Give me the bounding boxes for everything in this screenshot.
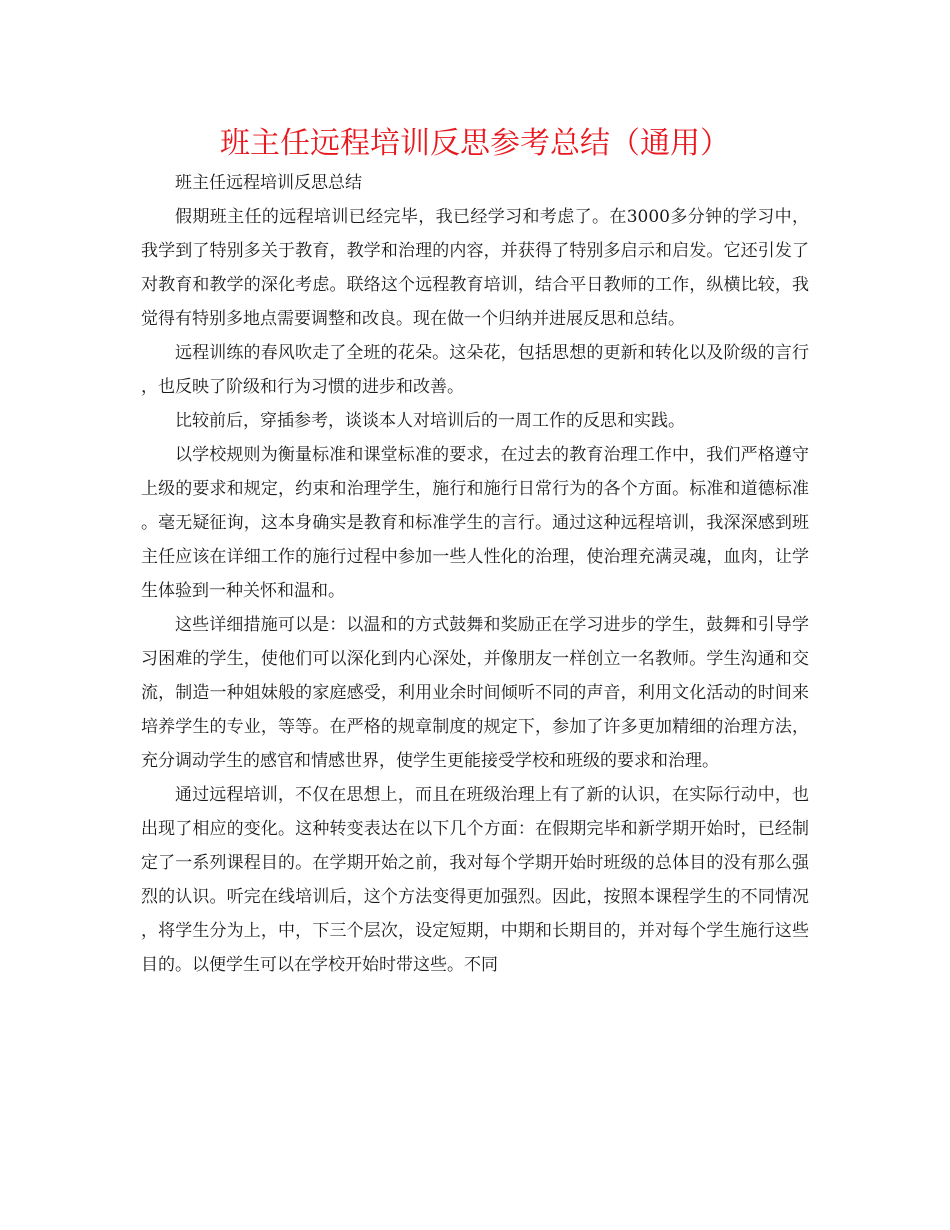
paragraph: 通过远程培训，不仅在思想上，而且在班级治理上有了新的认识，在实际行动中，也出现了相应的变化。这种转变表达在以下几个方面：在假期完毕和新学期开始时，已经制定了一系列课程目的。在学期开始之前，我对每个学期开始时班级的总体目的没有那么强烈的认识。听完在线培训后，这个方法变得更加强烈。因此，按照本课程学生的不同情况，将学生分为上，中，下三个层次，设定短期，中期和长期目的，并对每个学生施行这些目的。以便学生可以在学校开始时带这些。不同 xyxy=(141,785,809,975)
document-subtitle: 班主任远程培训反思总结 xyxy=(175,173,362,193)
paragraph: 这些详细措施可以是：以温和的方式鼓舞和奖励正在学习进步的学生，鼓舞和引导学习困难的学生，使他们可以深化到内心深处，并像朋友一样创立一名教师。学生沟通和交流，制造一种姐妹般的家庭感受，利用业余时间倾听不同的声音，利用文化活动的时间来培养学生的专业，等等。在严格的规章制度的规定下，参加了许多更加精细的治理方法，充分调动学生的感官和情感世界，使学生更能接受学校和班级的要求和治理。 xyxy=(141,615,809,771)
document-title: 班主任远程培训反思参考总结（通用） xyxy=(220,126,730,161)
document-body xyxy=(141,166,809,982)
paragraph: 远程训练的春风吹走了全班的花朵。这朵花，包括思想的更新和转化以及阶级的言行，也反映了阶级和行为习惯的进步和改善。 xyxy=(141,343,809,397)
paragraph: 以学校规则为衡量标准和课堂标准的要求，在过去的教育治理工作中，我们严格遵守上级的要求和规定，约束和治理学生，施行和施行日常行为的各个方面。标准和道德标准。毫无疑征询，这本身确实是教育和标准学生的言行。通过这种远程培训，我深深感到班主任应该在详细工作的施行过程中参加一些人性化的治理，使治理充满灵魂，血肉，让学生体验到一种关怀和温和。 xyxy=(141,445,809,601)
paragraph: 比较前后，穿插参考，谈谈本人对培训后的一周工作的反思和实践。 xyxy=(175,411,685,431)
paragraph: 假期班主任的远程培训已经完毕，我已经学习和考虑了。在3000多分钟的学习中，我学到了特别多关于教育，教学和治理的内容，并获得了特别多启示和启发。它还引发了对教育和教学的深化考虑。联络这个远程教育培训，结合平日教师的工作，纵横比较，我觉得有特别多地点需要调整和改良。现在做一个归纳并进展反思和总结。 xyxy=(141,207,809,329)
